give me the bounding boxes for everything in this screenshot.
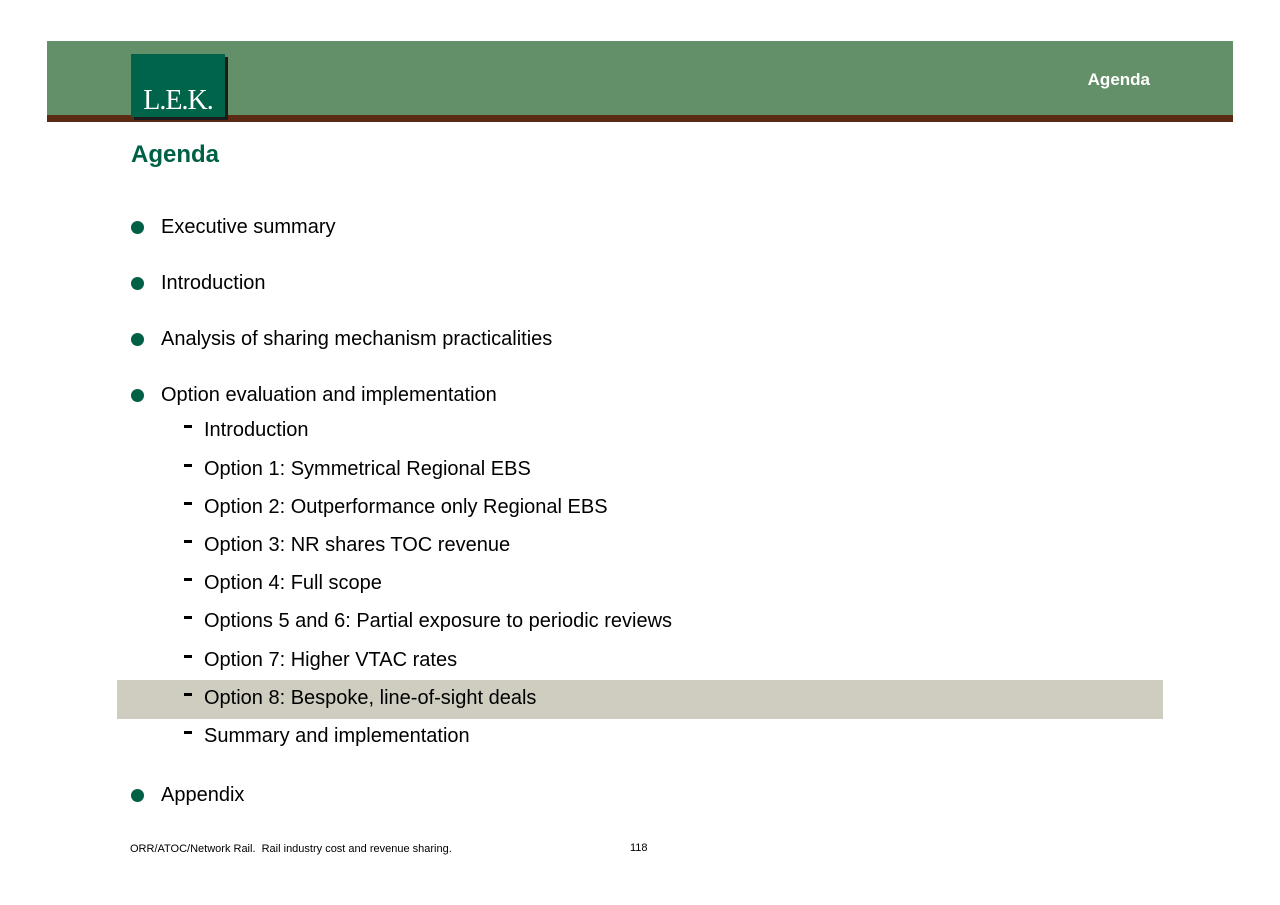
page-title: Agenda xyxy=(131,141,220,168)
dash-icon xyxy=(184,493,196,521)
dash-icon xyxy=(184,722,196,750)
dash-icon xyxy=(184,684,196,712)
company-logo xyxy=(131,54,225,117)
dash-icon xyxy=(184,416,196,444)
bullet-icon xyxy=(131,333,144,346)
agenda-item-label: Executive summary xyxy=(161,216,336,238)
section-label: Agenda xyxy=(1087,70,1150,89)
dash-icon xyxy=(184,607,196,635)
bullet-icon xyxy=(131,221,144,234)
agenda-item-label: Option evaluation and implementation xyxy=(161,384,497,406)
dash-icon xyxy=(184,569,196,597)
agenda-item-label: Analysis of sharing mechanism practicalities xyxy=(161,328,553,350)
agenda-subitem-label: Option 8: Bespoke, line-of-sight deals xyxy=(204,687,537,709)
agenda-item-label: Introduction xyxy=(161,272,266,294)
logo-text: L.E.K. xyxy=(143,85,213,116)
agenda-subitem-label: Summary and implementation xyxy=(204,725,470,747)
agenda-subitem-label: Option 2: Outperformance only Regional EBS xyxy=(204,496,608,518)
agenda-subitem-label: Options 5 and 6: Partial exposure to periodic reviews xyxy=(204,610,673,632)
bullet-icon xyxy=(131,389,144,402)
bullet-icon xyxy=(131,789,144,802)
dash-icon xyxy=(184,531,196,559)
agenda-subitem-label: Option 1: Symmetrical Regional EBS xyxy=(204,458,531,480)
agenda-item-label: Appendix xyxy=(161,784,245,806)
page-number: 118 xyxy=(630,842,648,854)
footer-source: ORR/ATOC/Network Rail. Rail industry cost and revenue sharing. xyxy=(130,843,452,855)
agenda-subitem-label: Option 3: NR shares TOC revenue xyxy=(204,534,511,556)
bullet-icon xyxy=(131,277,144,290)
agenda-subitem-label: Option 7: Higher VTAC rates xyxy=(204,649,458,671)
agenda-subitem-label: Introduction xyxy=(204,419,309,441)
agenda-subitem-label: Option 4: Full scope xyxy=(204,572,382,594)
dash-icon xyxy=(184,455,196,483)
dash-icon xyxy=(184,646,196,674)
